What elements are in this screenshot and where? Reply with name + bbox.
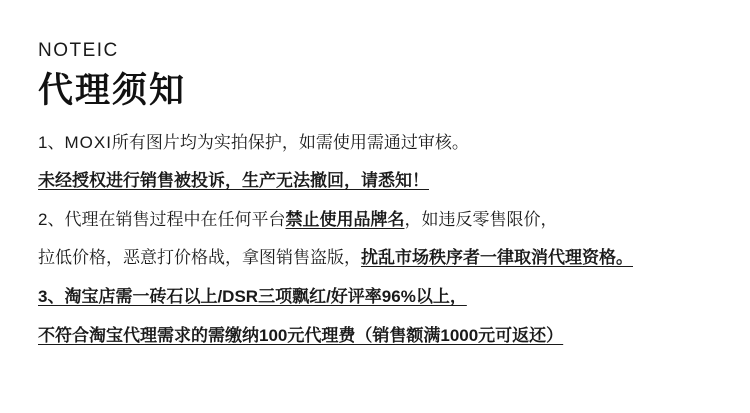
notice-text-run: 3、淘宝店需一砖石以上/DSR三项飘红/好评率96%以上， <box>38 287 467 307</box>
notice-text-run: 扰乱市场秩序者一律取消代理资格。 <box>361 248 633 268</box>
notice-text-run: 不符合淘宝代理需求的需缴纳100元代理费（销售额满1000元可返还） <box>38 325 564 345</box>
notice-line <box>38 285 714 310</box>
notice-line <box>38 169 714 194</box>
notice-text-run: 1、 <box>38 132 65 152</box>
page-title: 代理须知 <box>38 70 187 110</box>
notice-lines <box>38 131 714 349</box>
notice-text-run: 拉低价格，恶意打价格战，拿图销售盗版， <box>38 248 361 268</box>
notice-text-run: 未经授权进行销售被投诉，生产无法撤回，请悉知！ <box>38 171 429 191</box>
notice-text-run: MOXI <box>64 132 112 152</box>
notice-text-run: 2、代理在销售过程中在任何平台 <box>38 209 286 229</box>
notice-text-run: ，如违反零售限价， <box>404 209 558 229</box>
notice-line <box>38 131 714 156</box>
notice-text-run: 所有图片均为实拍保护，如需使用需通过审核。 <box>111 132 469 152</box>
notice-line <box>38 246 714 271</box>
notice-line <box>38 324 714 349</box>
notice-line <box>38 208 714 233</box>
eyebrow-label: NOTEIC <box>38 40 119 61</box>
notice-text-run: 禁止使用品牌名 <box>285 209 405 229</box>
